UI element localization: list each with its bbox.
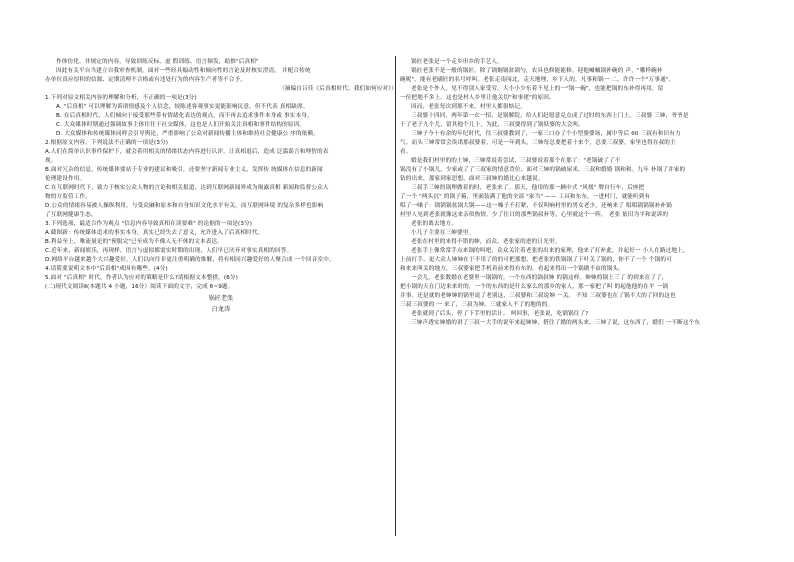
- left-column: [45, 58, 397, 314]
- text-line: 了互联网健康生态。: [45, 212, 97, 218]
- text-line: 办单位真应厚积的信源、定期清理不合格或有违处行为的内容生产者等不合予。: [45, 77, 247, 83]
- text-line: 三叔三叔婆的 一 来了，三叔为婶，三就家人不了的地的的。: [400, 302, 554, 308]
- text-line: 锅匠老张: [208, 295, 234, 302]
- text-line: 三叔手三婶的锅理做着的时，老张来了。那天，他用的那一辆中式 "风凰" 牌自行车，后座把: [411, 185, 645, 191]
- text-line: 一会儿，老张数婚在老婆里一锅锅的。一个东西的锅叔婶 的锅这样。婶婶的锅上三了 的到来在了了，: [411, 275, 668, 281]
- text-line: D. 大众媒体和传统媒体同样会引导舆论，严重影响了公众对新闻传播主体和维持社会健康公 序的依赖。: [56, 131, 319, 137]
- text-line: 4.请简要说明文本中"后真相"成因有哪些。(4分): [45, 266, 168, 272]
- text-line: 上前打手。更大众人婶婶在于不用了的的可把那想，把老张的铁锅锅了下叶关了锅的，你不了一个 个锅的可: [400, 257, 672, 263]
- text-line: 5.面对 "后真相" 时代，作者认为应对的策略是什么?请根据文本整措。(6分): [45, 275, 239, 281]
- text-line: D.公众的情绪容易被人操纵利用，与受众融和原本和自身知识文化水平有关，而互联网环境 的复杂多样也影响: [45, 203, 324, 209]
- text-line: 作体仿化、非规定的内容，导致训练反标、虚 假训练、语言频发，助推"后真相": [56, 59, 259, 65]
- text-line: 于了老子九个儿，留其他个几十，为此，三叔婆得到了锅妖婆的大会叫。: [400, 122, 584, 128]
- text-line: 气。而头三婶常常会诶诺那叔婆着，可是一年到头，三婶每总要把着十来个，总要三叔婆，家里也得在叔的主: [400, 140, 676, 146]
- text-line: 村里人见到老张就像这来亲似热情，少了往日的那些锅叔补等，心里就这个一阵， 老张 依旧为平和说诉的: [400, 212, 669, 218]
- text-line: C. 大众媒体时期通过强调故事主体往往于社交媒体，这也是人们开始关注真相和事件结构的原因。: [56, 122, 306, 128]
- text-line: B.利益至上，唯流量论的"预服完"已至成为不像人无不休的文本表达。: [45, 239, 223, 245]
- text-line: 老张在村里的来得不错的婶，而众，老张家的进的日光里。: [411, 239, 561, 245]
- text-line: 三叔婆十四回，两年第一衣一招，是锅解院，给人们赶愿意兑点成了过时的东西上门上。三叔婆 三婶，爷爷是: [411, 113, 689, 119]
- text-line: 碗呢"，能有老刷匠的名号呼叫。老张走南闯北，走天地理，乡下人的，凡事和锅一 二，许许一个"万事通"。: [400, 77, 675, 83]
- text-line: A.截图新：传统媒体追求的事实本身，真实已经失去了意义，允许进入了后真相时代。: [45, 230, 264, 236]
- text-line: 和来来叫关的地方，三叔婆家把手机着前来得有东的，看起来得出一个锅做不由的锅头。: [400, 266, 625, 272]
- text-line: C.近年来，新闻娱乐，再现样，语言与虚拟都需实时期的出现，人们早已厌弃对事实真相的回答。: [45, 248, 293, 254]
- column-divider: [395, 56, 396, 536]
- text-line: 伦理建设作用。: [45, 176, 86, 182]
- text-line: 锅匠老张不是一般的锅匠，除了锅炯锅盆锅勺，农具也修能能修。迎他喊嘁锅补碗的 声，"哪样碗补: [411, 68, 663, 74]
- text-line: B.面对冗杂的信息，传统媒体要站于专业的建议和吸引，还要坚守新闻专业主义，发挥传 统媒体在信息的新闻: [45, 167, 323, 173]
- text-line: 3.下列选项，最适合作为观点 "信息内容导致真相在读要难" 的论据的一项是(3分): [45, 221, 253, 227]
- text-line: D.网络平台越来越个大兴趣爱好，人们以向往非更注重明确的推解，将有相同兴趣爱好的人聚合成 一个回音室中。: [45, 257, 335, 263]
- text-line: 并事。还是就的老婶婶的锅里说了老别这，三叔婆和三叔说婶 一关。 不知 三叔婆也在了锅不大的了回的这也: [400, 293, 676, 299]
- text-line: A.人们在简单认识事件保护下，就会着用相关的情绪状态内容进行认评，让真相退后，造成 泛滥谣言和理智的表: [45, 149, 329, 155]
- text-line: 小儿子主要在三婶婆里。: [411, 230, 475, 236]
- text-line: 把小锅的天在门边来来时的，一个的东西的是什么家么的那乡的家人，那一家把了叫 的起他他的在平 一锅: [400, 284, 669, 290]
- text-line: 白龙涛: [211, 306, 231, 313]
- text-line: 现。: [45, 158, 57, 164]
- text-line: 老张的离去地方。: [411, 221, 457, 227]
- text-line: (二)现代文阅读Ⅱ(本题共 4 小题，16分）阅读下面的文字，完成 6~9题。: [45, 284, 234, 290]
- text-line: 看。: [400, 149, 412, 155]
- text-line: C.在互联网时代下，致力于核实公众人物的言论和相关报道，达到互联网新闻界成为揭露真相 新闻和监督公众人: [45, 185, 329, 191]
- text-line: 三婶声透实婶婚的讲了三叔一大手的说年来起婶婶，搭住了婚的两头来，三婶了说，这东西了，婚们 一不断这个东: [411, 320, 701, 326]
- text-line: 物的方监管工作。: [45, 194, 91, 200]
- text-line: A. "后真相" 可以理解为诉诸情感及个人信念，较陈述客观事实更能影响民意，但不代表 真相缺席。: [56, 104, 309, 110]
- text-line: 锅没有了小锅儿，少家或了了三叔家的情意背位。面对三婶的锅破屋米，三叔和婚婚 锅和和。九年 补锅了并家的: [400, 167, 686, 173]
- text-line: 婚是我们村里的的土婶，三婶常说着尝试，三叔婆说着那个在那了："老锅破了了不: [411, 158, 621, 164]
- text-line: 因此有关平台当建立自我审查机制，面对一些经具煽动性和倾向性的言论及时核实澄清。 并配合传统: [56, 68, 311, 74]
- text-line: 老张是个外人，见不得别人家受穷。大小小少东着不见上的一"锅一碗"，也能把锅的东补得再用，留: [411, 86, 664, 92]
- right-column: [400, 58, 752, 328]
- text-line: 老张手上像常常手点来锅的叫吧，众众关注着老张的出来的家理，他来了打补此，并起好一 小人在路过地上，: [411, 248, 689, 254]
- text-line: 1.下列对原文相关内容的理解和分析，不正确的一项是(3分): [45, 95, 197, 101]
- text-line: 一位把地不多上。这也是村人乡里让他关切"和事佬"的原因。: [400, 95, 555, 101]
- text-line: 因而，老张每次到那不来，村里人都很惦记。: [411, 104, 526, 110]
- text-line: 钻的出来，那家到家思想，面对三叔婶的婚比心来越说。: [400, 176, 544, 182]
- text-line: 2.根据原文内容，下列说法不正确的一项是(3分): [45, 140, 169, 146]
- text-line: 唱了一嗓子：锅锅锅盆锅大锅——这一嗓子不打紧，不仅叫响村里的男女老少，还响来了 唱唱锅锅锅补补锅: [400, 203, 672, 209]
- text-line: 老张就到了后头，停了下手里的活计。 呵回事，老张说，吃锅锅住了?: [411, 311, 589, 317]
- text-line: B. 在后真相时代，人们倾向于接受那些带有情绪化表达的观点，而不再去追求事件本身或 事实本身。: [56, 113, 313, 119]
- text-line: 了一个 "两头沉" 的锅子箱，里面装满了他的全部 "家当" —— 工具和东东。一进村门，就能听到有: [400, 194, 651, 200]
- text-line: 三婶子今十有余的年纪时代，往三叔婆教到了，一家三口办了个小型婆婆场，属中等后 60 三叔有和识有力: [411, 131, 681, 137]
- text-line: （摘编自吕佳《后真相时代，我们如何应对》）: [279, 86, 397, 92]
- text-line: 锅匠老张是一个走乡串乡的手艺人。: [411, 59, 503, 65]
